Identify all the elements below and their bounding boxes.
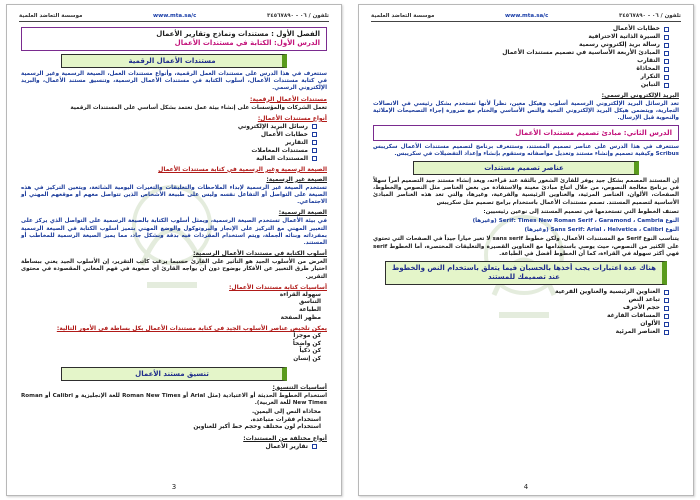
checkbox-icon [664, 67, 669, 72]
header-website[interactable]: www.mta.sa/c [505, 13, 549, 19]
features-list [21, 292, 321, 322]
page-header [371, 11, 681, 22]
checkbox-icon [312, 156, 317, 161]
checkbox-icon [664, 75, 669, 80]
style-text: الغرض من الأسلوب الجيد هو التأثير على القارئ حسبما يرغب كاتب التقرير، إن الأسلوب الجيد يعني ببساطة اختيار طرق التعبير عن الأفكار بوضوح دون أن يواجه القارئ أي صعوبة في فهم المعاني المقصودة في محتوى التقرير. [21, 259, 327, 280]
formal-heading: الصيغة الرسمية: [278, 209, 327, 217]
chapter-title-box [21, 27, 327, 51]
lesson2-intro: ستتعرف في هذا الدرس على عناصر تصميم المستند، وستتعرف برنامج لتصميم مستندات الأعمال سكريبس Scribus وكيفية تصميم وإنشاء مستند وتعديل مواصفاته وستقوم بإنشاء وإعداد التفضيلات في سكريبس. [373, 143, 679, 157]
list-item: السيرة الذاتية الاحترافية [373, 33, 669, 41]
list-item: سهولة القراءة [279, 291, 321, 298]
checkbox-icon [312, 124, 317, 129]
list-item: المستندات المالية [21, 155, 317, 163]
checkbox-icon [664, 43, 669, 48]
digital-heading: مستندات الأعمال الرقمية: [249, 95, 327, 103]
section-digital-documents: مستندات الأعمال الرقمية [61, 54, 287, 68]
list-item: خطابات الأعمال [373, 25, 669, 33]
sans-line: النوع Sans Serif: Arial ، Helvetica ، Calibri (وغيرها) [524, 227, 679, 234]
other-types-list [21, 443, 317, 451]
format-heading: أساسيات التنسيق: [272, 383, 327, 391]
list-item: كن ذكياً [299, 348, 321, 355]
email-heading: البريد الإلكتروني الرسمي: [601, 92, 679, 99]
checkbox-icon [312, 444, 317, 449]
checkbox-icon [664, 35, 669, 40]
header-phone: تلفون / ٠٦ - ٣٤٥٦٧٨٩٠ [267, 13, 329, 19]
checkbox-icon [664, 298, 669, 303]
format-list [21, 409, 321, 432]
considerations-list [373, 288, 669, 336]
page-number: 4 [523, 483, 529, 491]
summary-list [21, 333, 321, 363]
chapter-title: الفصل الأول : مستندات ونماذج وتقارير الأعمال [156, 30, 320, 38]
email-text: تعد الرسائل البريد الإلكتروني الرسمية أسلوب وهيكل معين، نظراً لأنها تستخدم بشكل رئيسي في الاتصالات التجارية، ويتضمن هيكل البريد الإلكتروني التحية والنص الأساسي والختام مع ضرورة إجراء التصحيحات الإملائية والنحوية قبل الإرسال. [373, 101, 679, 122]
format-text: استخدام الخطوط الحديثة أو الاعتيادية (مثل Arial أو Roman New Times للغة الإنجليزية و Calibri أو Roman New Times للغة العربية). [21, 392, 327, 406]
list-item: كن موجزاً [293, 333, 321, 340]
section-document-format: تنسيق مستند الأعمال [61, 367, 287, 381]
features-heading: أساسيات كتابة مستندات الأعمال: [229, 283, 327, 291]
lesson-intro: ستتعرف في هذا الدرس على مستندات العمل الرقمية، وأنواع مستندات العمل، الصيغة الرسمية وغير الرسمية في كتابة مستندات الأعمال، أسلوب الكتابة في مستندات الأعمال الرسمية، وتنسيق مستند الأعمال، والبريد الإلكتروني الرسمي. [21, 71, 327, 92]
list-item: كن إنسان [293, 356, 321, 362]
section-considerations: هناك عدة اعتبارات يجب أخذها بالحسبان فيما يتعلق باستخدام النص والخطوط عند تصميمك للمستند [385, 261, 667, 285]
checkbox-icon [312, 132, 317, 137]
list-item: مستندات المعاملات [21, 147, 317, 155]
list-item: التقارب [373, 57, 669, 65]
lesson2-title: الدرس الثاني: مبادئ تصميم مستندات الأعمال [515, 128, 672, 137]
list-item: تقارير الأعمال [21, 443, 317, 451]
list-item: رسالة بريد إلكتروني رسمية [373, 41, 669, 49]
design-text: إن المستند المصمم بشكل جيد يوفر للقارئ الشعور بالثقة عند قراءته، ويعد إنشاء مستند جيد التصميم أمراً سهلاً في برنامج معالجة النصوص، من خلال اتباع مبادئ معينة والاستفادة من بعض العناصر مثل النصوص والخطوط، الصفحات، الألوان، العناصر المرئية، والعناوين الرئيسية والفرعية، وغيرها، والتي تعد هذه العناصر المبادئ الأساسية لتصميم المستند. تصمم مستندات الأعمال باستخدام برامج تصميم مثل سكريبس [373, 178, 679, 206]
header-organization: موسسة التعاضد العلمية [19, 13, 83, 19]
checkbox-icon [312, 140, 317, 145]
informal-text: تستخدم الصيغة غير الرسمية لإبداء الملاحظات والتعليقات والتغيرات اليومية الشائعة، ويتعين التركيز في هذه الصيغة على التواصل أو التفاعل نفسه وليس على طبيعة الأشخاص الذين تتواصل معهم أو موقعهم المهني أو الاجتماعي. [21, 184, 327, 206]
other-types-heading: أنواع مختلفة من المستندات: [243, 434, 327, 442]
checkbox-icon [664, 51, 669, 56]
list-item: حجم الأحرف [373, 304, 669, 312]
checkbox-icon [664, 330, 669, 335]
list-item: التكرار [373, 73, 669, 81]
top-checklist [373, 25, 669, 89]
list-item: العناصر المرئية [373, 328, 669, 336]
serif-line: النوع Serif: Times New Roman Serif ، Garamond ، Cambria (وغيرها) [472, 218, 679, 225]
list-item: المسافات الفارغة [373, 312, 669, 320]
checkbox-icon [664, 27, 669, 32]
lesson-title: الدرس الأول: الكتابة في مستندات الأعمال [174, 39, 320, 47]
summary-heading: يمكن تلخيص عناصر الأسلوب الجيد في كتابة مستندات الأعمال بكل بساطة في الأمور التالية: [56, 325, 327, 333]
checkbox-icon [664, 59, 669, 64]
list-item: العناوين الرئيسية والعناوين الفرعية [373, 288, 669, 296]
list-item: استخدام فقرات متباعدة. [250, 416, 321, 423]
digital-text: تعمل الشركات والمؤسسات على إنشاء بيئة عمل تعتمد بشكل أساسي على المستندات الرقمية [70, 104, 327, 111]
section-design-elements: عناصر تصميم مستندات [413, 161, 639, 175]
page-4 [358, 4, 694, 496]
header-phone: تلفون / ٠٦ - ٣٤٥٦٧٨٩٠ [619, 13, 681, 19]
list-item: خطابات الأعمال [21, 131, 317, 139]
list-item: المبادئ الأربعة الأساسية في تصميم مستندات الأعمال [373, 49, 669, 57]
checkbox-icon [312, 148, 317, 153]
lesson2-title-box [373, 125, 679, 141]
checkbox-icon [664, 314, 669, 319]
list-item: الألوان [373, 320, 669, 328]
list-item: التباين [373, 81, 669, 89]
list-item: التناسق [299, 299, 321, 306]
header-organization: موسسة التعاضد العلمية [371, 13, 435, 19]
style-heading: أسلوب الكتابة في مستندات الأعمال الرسمية: [193, 250, 327, 258]
list-item: رسائل البريد الإلكتروني [21, 123, 317, 131]
checkbox-icon [664, 322, 669, 327]
list-item: محاذاة النص إلى اليمين. [251, 409, 321, 415]
fonts-text: تصنف الخطوط التي تستخدمها في تصميم المستند إلى نوعين رئيسيين: [483, 208, 679, 215]
list-item: استخدام لون مختلف وحجم خط أكبر للعناوين [193, 424, 321, 431]
types-heading: أنواع مستندات الأعمال: [257, 114, 327, 122]
checkbox-icon [664, 306, 669, 311]
checkbox-icon [664, 83, 669, 88]
document-types-list [21, 123, 317, 163]
checkbox-icon [664, 290, 669, 295]
page-header [19, 11, 329, 22]
list-item: كن واضحاً [292, 340, 321, 347]
list-item: الطباعة [299, 307, 321, 314]
formal-informal-heading: الصيغة الرسمية وغير الرسمية في كتابة مستندات الأعمال [158, 165, 327, 173]
page-number: 3 [171, 483, 177, 491]
list-item: تباعد النص [373, 296, 669, 304]
list-item: التقارير [21, 139, 317, 147]
informal-heading: الصيغة غير الرسمية: [266, 175, 327, 183]
page-3 [6, 4, 342, 496]
list-item: المحاذاة [373, 65, 669, 73]
header-website[interactable]: www.mta.sa/c [153, 13, 197, 19]
list-item: مظهر الصفحة [280, 314, 321, 321]
formal-text: في بيئة الأعمال تستخدم الصيغة الرسمية، ويمثل أسلوب الكتابة بالصيغة الرسمية على التواصل الذي يركز على التعبير المهني مع التركيز على الإنجاز والبروتوكول والوضع المهني بتميز أسلوب الكتابة في الصيغة الرسمية بمفرداته وبنائه الجملة، ويتم استخدام المفردات فيه بدقة وبشكل جاد، مما يميز الصيغة الرسمية للمخاطب أو المستند. [21, 218, 327, 247]
fonts-note: يتناسب النوع Serif مع المستندات الأعمال، ولكن خطوط sans serif لا تعبر خياراً جيداً في الصفحات التي تحتوي على الكثير من النصوص، حيث يوصي باستخدامها مع العناوين القصيرة والتعليقات المختصرة، أما الخطوط serif فهي أكثر سهولة في القراءة، كما أن الخطوط أفضل في الطباعة. [373, 236, 679, 257]
